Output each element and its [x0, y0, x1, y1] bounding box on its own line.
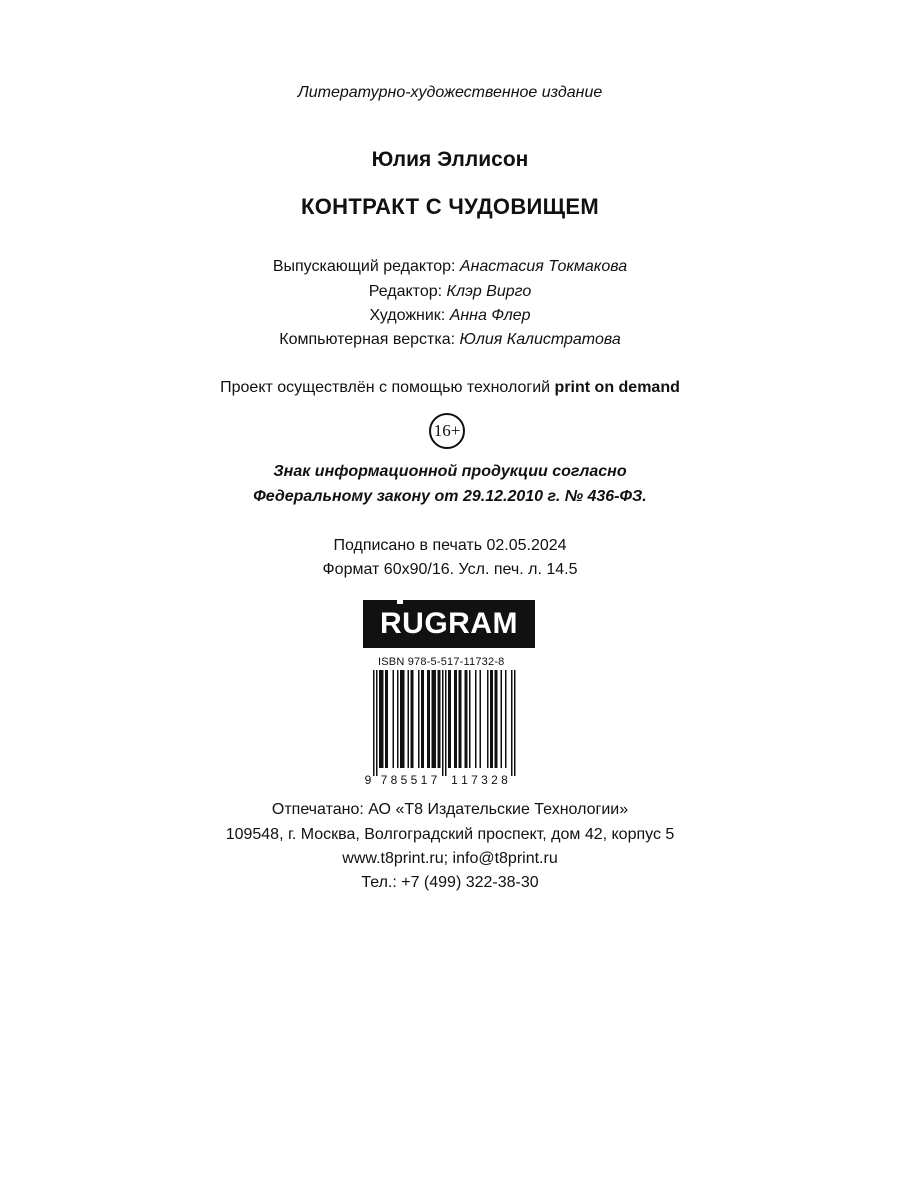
publisher-logo: RUGRAM: [363, 600, 535, 648]
barcode-bar: [496, 670, 498, 768]
barcode-bar: [385, 670, 387, 768]
printer-web: www.t8print.ru; info@t8print.ru: [342, 850, 558, 867]
credit-name: Клэр Вирго: [446, 283, 532, 300]
credit-line: [0, 283, 900, 301]
barcode-bar: [381, 670, 383, 768]
barcode-bar: [373, 670, 375, 776]
barcode-bar: [445, 670, 447, 776]
notice-line-2: Федеральному закону от 29.12.2010 г. № 436-ФЗ.: [253, 488, 647, 505]
barcode-digits: 9: [364, 773, 372, 787]
barcode-bar: [487, 670, 489, 768]
credit-name: Анна Флер: [449, 307, 531, 324]
barcode-bar: [432, 670, 434, 768]
barcode-bar: [402, 670, 404, 768]
book-title: КОНТРАКТ С ЧУДОВИЩЕМ: [301, 194, 599, 219]
barcode-bar: [418, 670, 420, 768]
printer-address: 109548, г. Москва, Волгоградский проспект, дом 42, корпус 5: [225, 826, 675, 843]
barcode-bar: [429, 670, 431, 768]
barcode-bar: [412, 670, 414, 768]
barcode-bar: [442, 670, 444, 776]
barcode-bar: [403, 670, 405, 768]
barcode-bar: [450, 670, 452, 768]
isbn-barcode: [364, 668, 524, 790]
credit-role: Выпускающий редактор:: [272, 258, 456, 275]
author-name: Юлия Эллисон: [371, 148, 529, 171]
barcode-bar: [376, 670, 378, 776]
barcode-bar: [456, 670, 458, 768]
signed-date: Подписано в печать 02.05.2024: [333, 537, 567, 554]
format-info: Формат 60x90/16. Усл. печ. л. 14.5: [322, 561, 578, 578]
logo-notch: [397, 598, 403, 604]
age-rating-badge: 16+: [429, 413, 465, 449]
credit-role: Компьютерная верстка:: [279, 331, 456, 348]
barcode-bar: [465, 670, 467, 768]
barcode-bar: [466, 670, 468, 768]
barcode-bar: [492, 670, 494, 768]
barcode-bar: [400, 670, 402, 768]
genre-label: Литературно-художественное издание: [297, 84, 603, 101]
barcode-bar: [382, 670, 384, 768]
barcode-bar: [501, 670, 503, 768]
project-bold: print on demand: [554, 379, 680, 396]
barcode-bar: [475, 670, 477, 768]
barcode-bar: [480, 670, 482, 768]
printer-name: Отпечатано: АО «Т8 Издательские Технологии»: [271, 801, 629, 818]
credit-role: Редактор:: [368, 283, 443, 300]
barcode-bar: [459, 670, 461, 768]
barcode-bar: [495, 670, 497, 768]
barcode-digits: 1 1 7 3 2 8: [451, 773, 508, 787]
barcode-bar: [439, 670, 441, 768]
barcode-bar: [387, 670, 389, 768]
barcode-bar: [511, 670, 513, 776]
barcode-bar: [448, 670, 450, 768]
barcode-bar: [433, 670, 435, 768]
credit-line: [0, 331, 900, 349]
barcode-bar: [490, 670, 492, 768]
barcode-bar: [514, 670, 516, 776]
credit-name: Анастасия Токмакова: [459, 258, 628, 275]
barcode-bar: [393, 670, 395, 768]
barcode-bar: [505, 670, 507, 768]
barcode-bar: [427, 670, 429, 768]
barcode-bar: [438, 670, 440, 768]
barcode-graphic: [364, 668, 524, 790]
credit-name: Юлия Калистратова: [459, 331, 621, 348]
barcode-bar: [423, 670, 425, 768]
isbn-label: ISBN 978-5-517-11732-8: [378, 656, 505, 668]
project-text: Проект осуществлён с помощью технологий: [220, 379, 551, 396]
project-statement: [0, 379, 900, 397]
barcode-bar: [421, 670, 423, 768]
barcode-bar: [408, 670, 410, 768]
credit-role: Художник:: [369, 307, 446, 324]
barcode-bar: [379, 670, 381, 768]
barcode-bar: [411, 670, 413, 768]
notice-line-1: Знак информационной продукции согласно: [273, 463, 627, 480]
barcode-bar: [469, 670, 471, 768]
printer-phone: Тел.: +7 (499) 322-38-30: [361, 874, 539, 891]
barcode-bar: [454, 670, 456, 768]
barcode-bar: [397, 670, 399, 768]
barcode-bar: [435, 670, 437, 768]
barcode-digits: 7 8 5 5 1 7: [380, 773, 438, 787]
barcode-bar: [460, 670, 462, 768]
credit-line: [0, 258, 900, 276]
credit-line: [0, 307, 900, 325]
